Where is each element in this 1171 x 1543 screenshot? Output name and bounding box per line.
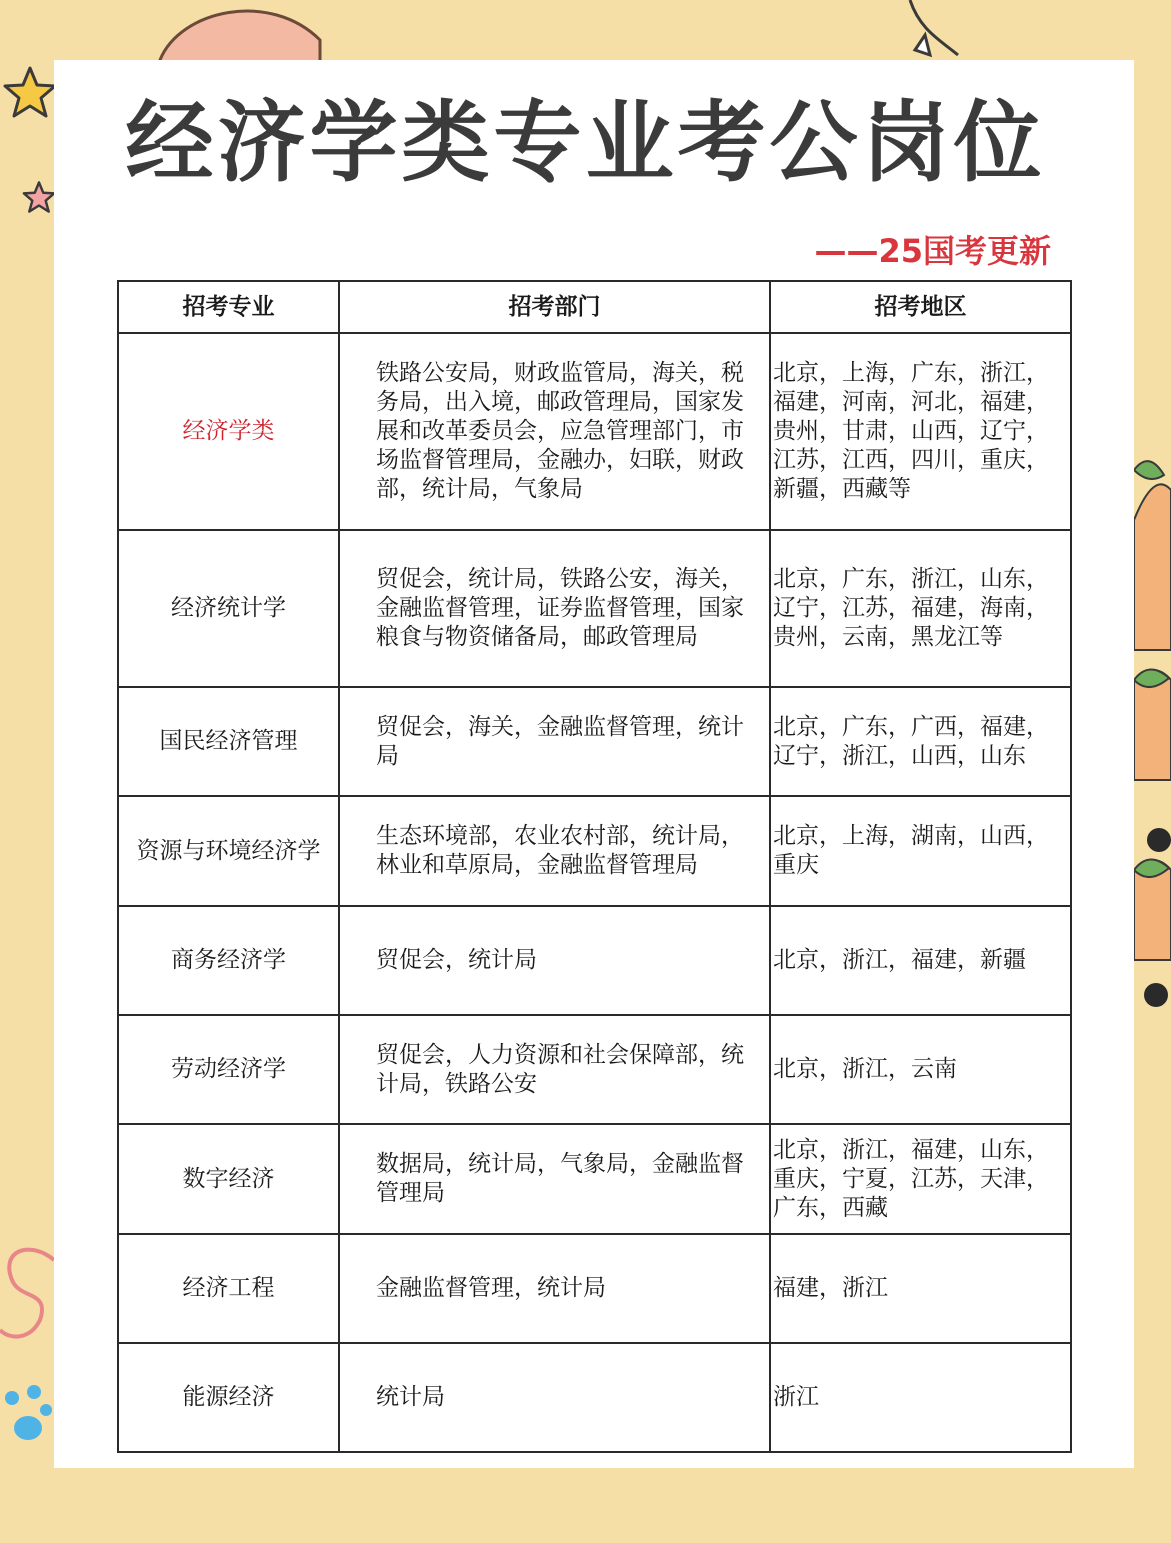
region-cell: 北京，上海，广东，浙江，福建，河南，河北，福建，贵州，甘肃，山西，辽宁，江苏，江西，四川，重庆，新疆，西藏等	[770, 333, 1071, 530]
region-cell: 北京，浙江，福建，山东，重庆，宁夏，江苏，天津，广东，西藏	[770, 1124, 1071, 1234]
region-cell: 福建，浙江	[770, 1234, 1071, 1343]
table-row	[118, 687, 1071, 796]
major-cell: 能源经济	[118, 1343, 339, 1452]
table-row	[118, 1015, 1071, 1124]
table-row	[118, 796, 1071, 906]
major-cell: 经济统计学	[118, 530, 339, 687]
major-cell: 劳动经济学	[118, 1015, 339, 1124]
table-row	[118, 333, 1071, 530]
department-cell: 贸促会，统计局	[339, 906, 770, 1015]
department-cell: 贸促会，海关，金融监督管理，统计局	[339, 687, 770, 796]
paw-print-icon	[0, 1380, 54, 1450]
major-cell: 商务经济学	[118, 906, 339, 1015]
department-cell: 生态环境部，农业农村部，统计局，林业和草原局，金融监督管理局	[339, 796, 770, 906]
department-cell: 铁路公安局，财政监管局，海关，税务局，出入境，邮政管理局，国家发展和改革委员会，应急管理部门，市场监督管理局，金融办，妇联，财政部，统计局，气象局	[339, 333, 770, 530]
recruitment-table	[117, 280, 1072, 1453]
department-cell: 贸促会，统计局，铁路公安，海关，金融监督管理，证券监督管理，国家粮食与物资储备局，邮政管理局	[339, 530, 770, 687]
column-header-region: 招考地区	[770, 281, 1071, 333]
department-cell: 统计局	[339, 1343, 770, 1452]
table-header-row	[118, 281, 1071, 333]
major-cell: 国民经济管理	[118, 687, 339, 796]
region-cell: 北京，广东，广西，福建，辽宁，浙江，山西，山东	[770, 687, 1071, 796]
department-cell: 贸促会，人力资源和社会保障部，统计局，铁路公安	[339, 1015, 770, 1124]
ribbon-icon	[0, 1240, 54, 1350]
major-cell: 经济工程	[118, 1234, 339, 1343]
major-cell: 数字经济	[118, 1124, 339, 1234]
major-cell: 经济学类	[118, 333, 339, 530]
department-cell: 数据局，统计局，气象局，金融监督管理局	[339, 1124, 770, 1234]
plant-icon	[1134, 450, 1171, 1010]
page-subtitle: ——25国考更新	[814, 232, 1051, 270]
cat-icon	[900, 0, 960, 62]
region-cell: 北京，广东，浙江，山东，辽宁，江苏，福建，海南，贵州，云南，黑龙江等	[770, 530, 1071, 687]
cat-ear-decoration	[150, 0, 330, 65]
column-header-department: 招考部门	[339, 281, 770, 333]
region-cell: 浙江	[770, 1343, 1071, 1452]
major-cell: 资源与环境经济学	[118, 796, 339, 906]
column-header-major: 招考专业	[118, 281, 339, 333]
table-row	[118, 1343, 1071, 1452]
table-row	[118, 530, 1071, 687]
table-row	[118, 1234, 1071, 1343]
region-cell: 北京，上海，湖南，山西，重庆	[770, 796, 1071, 906]
table-row	[118, 1124, 1071, 1234]
department-cell: 金融监督管理，统计局	[339, 1234, 770, 1343]
region-cell: 北京，浙江，福建，新疆	[770, 906, 1071, 1015]
region-cell: 北京，浙江，云南	[770, 1015, 1071, 1124]
table-row	[118, 906, 1071, 1015]
page-title: 经济学类专业考公岗位	[125, 91, 1046, 194]
